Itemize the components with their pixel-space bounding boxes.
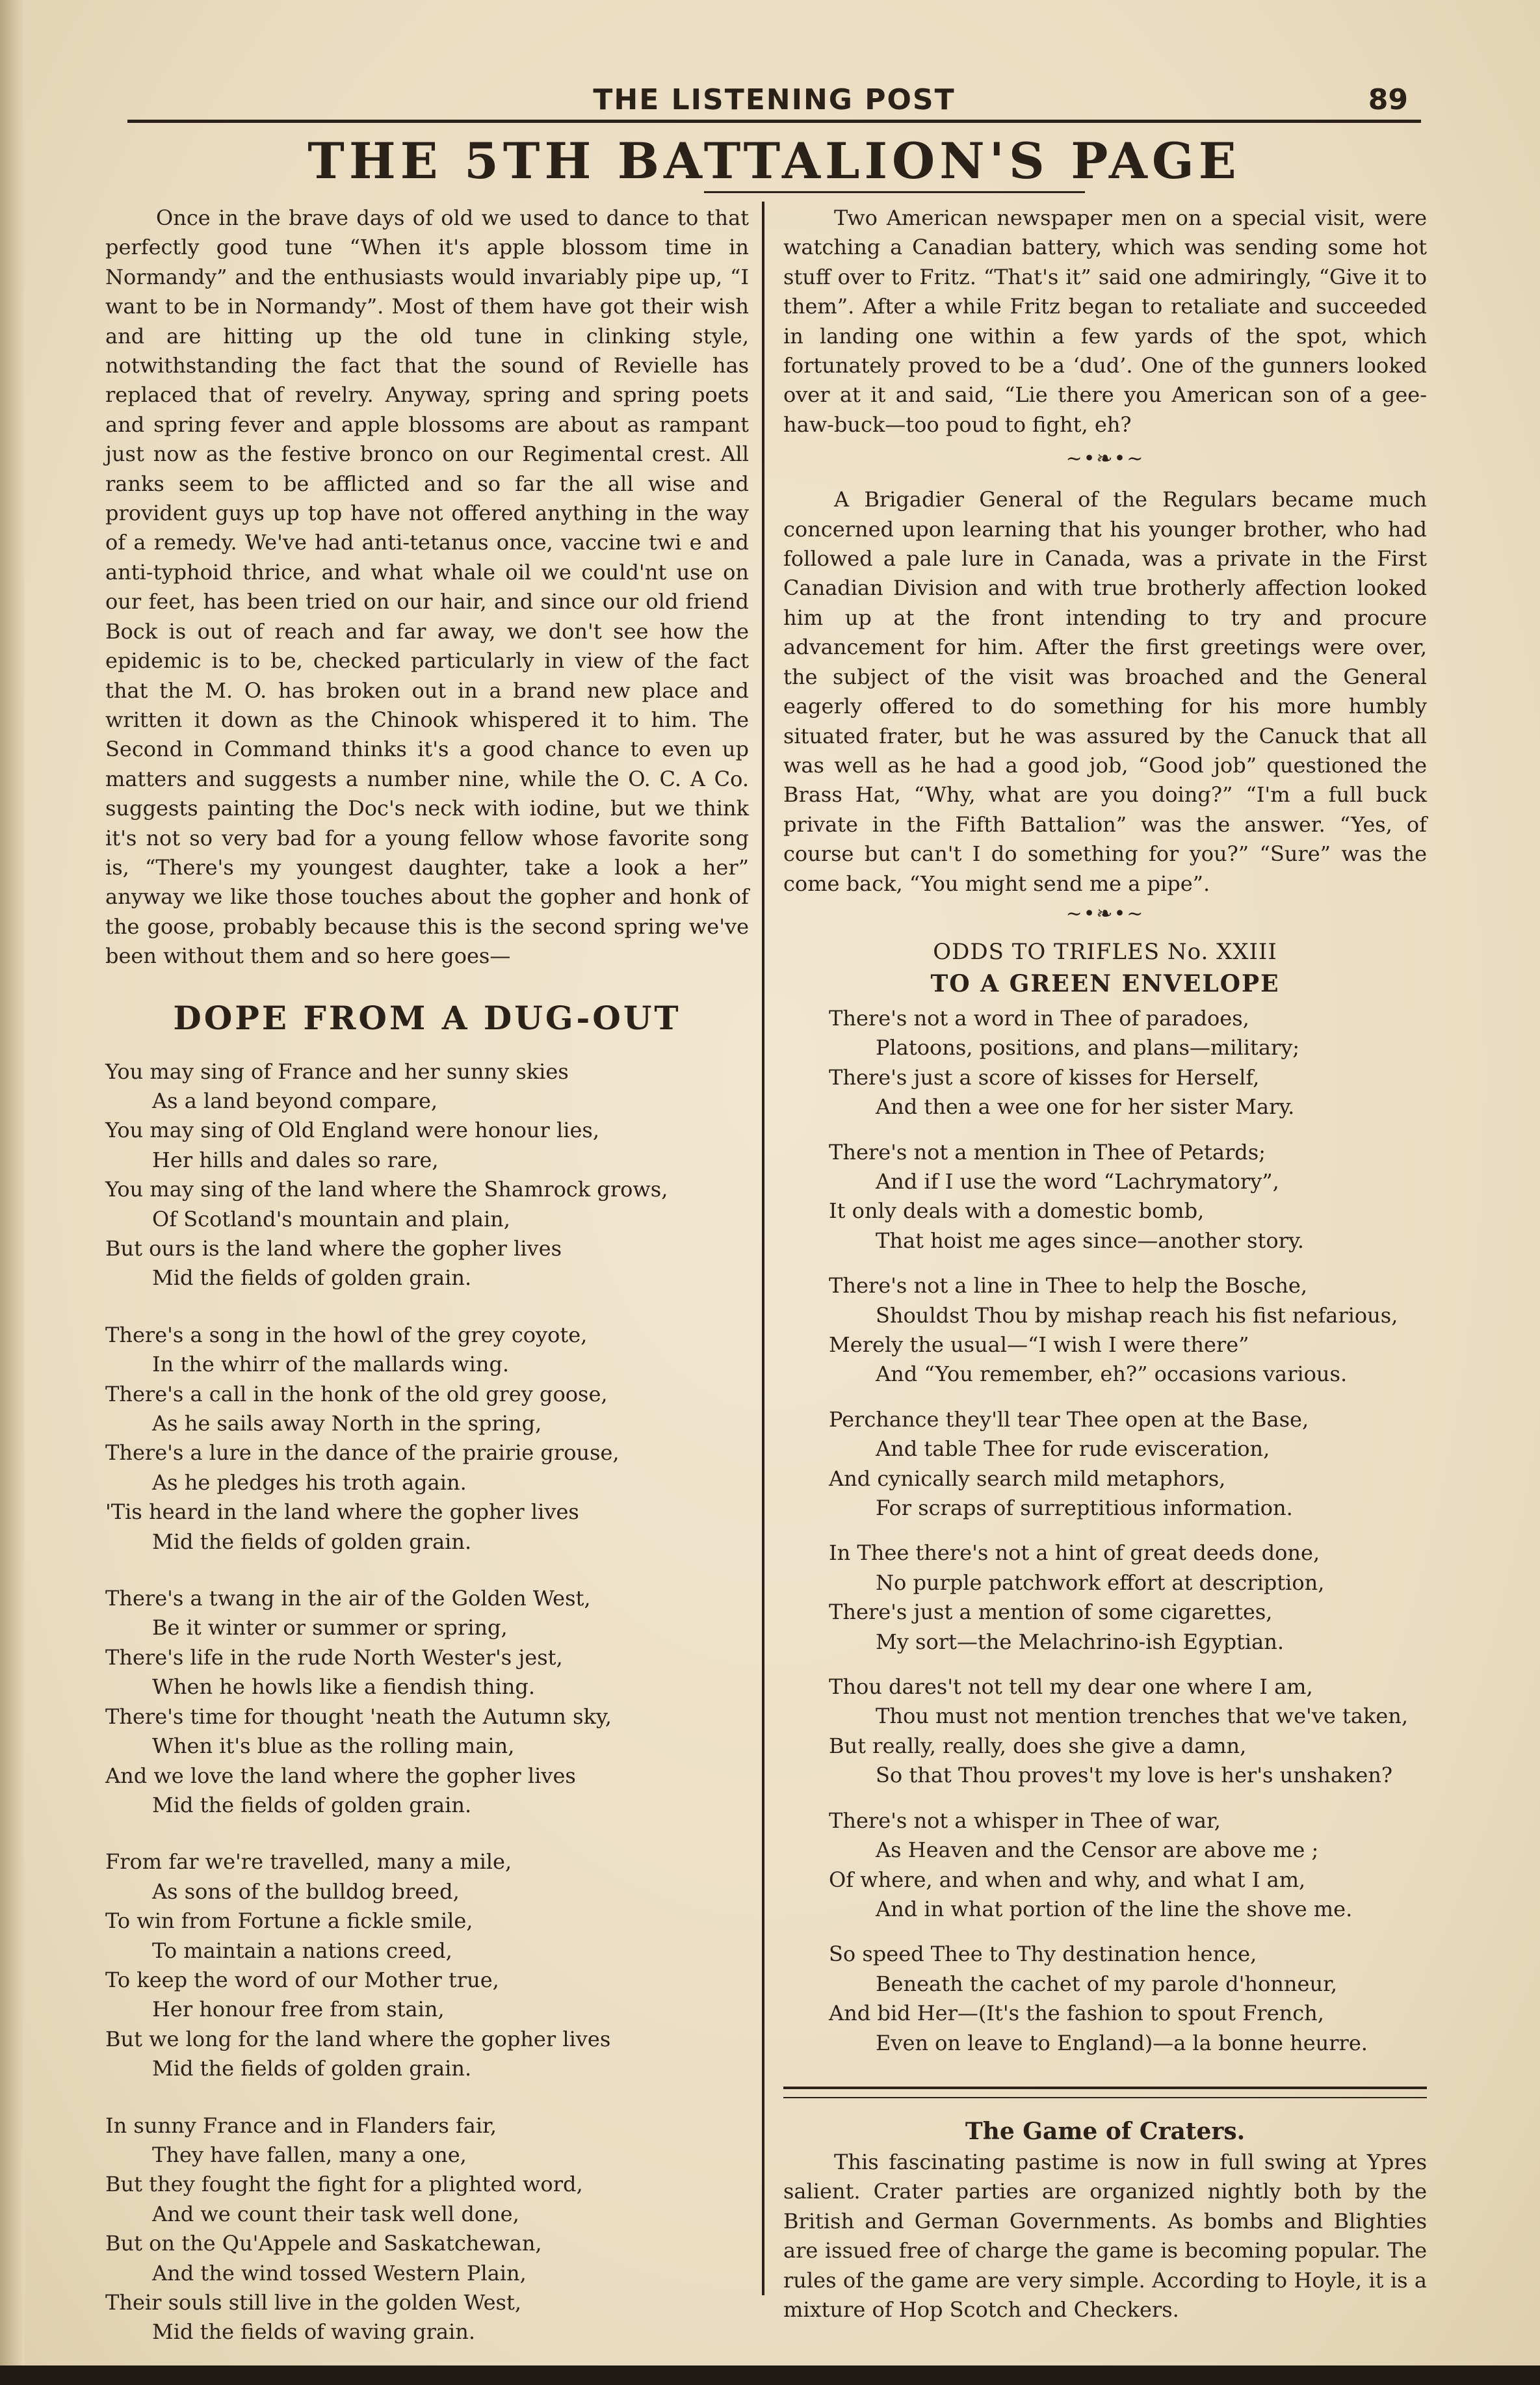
poem-line: They have fallen, many a one, [152, 2142, 467, 2167]
poem-line: When he howls like a fiendish thing. [152, 1674, 536, 1700]
stanza-gap [829, 1523, 1427, 1538]
header-rule [127, 120, 1421, 123]
poem-line: There's not a word in Thee of paradoes, [829, 1005, 1249, 1031]
poem-title: DOPE FROM A DUG-OUT [173, 998, 681, 1037]
bottom-edge [0, 2365, 1540, 2385]
poem-line: And in what portion of the line the shove me. [876, 1896, 1353, 1921]
publication-title: THE LISTENING POST [593, 83, 956, 116]
poem-line: As Heaven and the Censor are above me ; [876, 1838, 1319, 1863]
poem-line: But on the Qu'Appele and Saskatchewan, [105, 2231, 542, 2256]
stanza [829, 1672, 1427, 1791]
stanza [829, 1538, 1427, 1657]
stanza [105, 1057, 749, 1293]
title-rule [704, 191, 1085, 193]
poem-line: Perchance they'll tear Thee open at the Base, [829, 1406, 1309, 1432]
poem-line: In sunny France and in Flanders fair, [105, 2113, 497, 2138]
intro-paragraph: Once in the brave days of old we used to dance to that perfectly good tune “When it's apple blossom time in Normandy” and the enthusiasts would invariably pipe up, “I want to be in Normandy”. Most of them have got their wish and are hitting up the old tune in clinking style, notwithstanding the fact that the sound of Revielle has replaced that of revelry. Anyway, spring and spring poets and spring fever and apple blossoms are about as rampant just now as the festive bronco on our Regimental crest. All ranks seem to be afflicted and so far the all wise and provident guys up top have not offered anything in the way of a remedy. We've had anti-tetanus once, vaccine twi e and anti-typhoid thrice, and what whale oil we could'nt use on our feet, has been tried on our hair, and since our old friend Bock is out of reach and far away, we don't see how the epidemic is to be, checked particularly in view of the fact that the M. O. has broken out in a brand new place and written it down as the Chinook whispered it to him. The Second in Command thinks it's a good chance to even up matters and suggests a number nine, while the O. C. A Co. suggests painting the Doc's neck with iodine, but we think it's not so very bad for a young fellow whose favorite song is, “There's my youngest daughter, take a look a her” anyway we like those touches about the gopher and honk of the goose, probably because this is the second spring we've been without them and so here goes— [105, 205, 749, 969]
poem-line: There's a lure in the dance of the prairie grouse, [105, 1440, 620, 1466]
poem-line: There's not a line in Thee to help the Bosche, [829, 1273, 1308, 1298]
poem-line: You may sing of France and her sunny skies [105, 1059, 569, 1084]
poem-line: And bid Her—(It's the fashion to spout French, [829, 2001, 1324, 2026]
poem-line: But really, really, does she give a damn, [829, 1733, 1247, 1758]
poem-line: Be it winter or summer or spring, [152, 1615, 508, 1641]
poem-line: You may sing of Old England were honour lies, [105, 1118, 599, 1143]
poem-line: And we count their task well done, [152, 2201, 519, 2226]
poem-line: Shouldst Thou by mishap reach his fist nefarious, [876, 1302, 1398, 1328]
poem-line: No purple patchwork effort at description, [876, 1570, 1325, 1595]
page-title: THE 5TH BATTALION'S PAGE [307, 132, 1241, 190]
page-number: 89 [1368, 83, 1408, 116]
poem-line: As a land beyond compare, [152, 1088, 438, 1113]
running-head [127, 83, 1421, 122]
poem-line: So speed Thee to Thy destination hence, [829, 1942, 1257, 1967]
poem-line: And table Thee for rude evisceration, [876, 1436, 1270, 1462]
stanza-gap [829, 1924, 1427, 1940]
left-column [105, 204, 749, 2347]
brigadier-general-paragraph: A Brigadier General of the Regulars became much concerned upon learning that his younger brother, who had followed a pale lure in Canada, was a private in the First Canadian Division and with true brotherly affection looked him up at the front intending to try and procure advancement for him. After the first greetings were over, the subject of the visit was broached and the General eagerly offered to do something for his more humbly situated frater, but he was assured by the Canuck that all was well as he had a good job, “Good job” questioned the Brass Hat, “Why, what are you doing?” “I'm a full buck private in the Fifth Battalion” was the answer. “Yes, of course but can't I do something for you?” “Sure” was the come back, “You might send me a pipe”. [783, 487, 1427, 896]
stanza [105, 1321, 749, 1557]
poem-line: And cynically search mild metaphors, [829, 1466, 1226, 1491]
stanza-gap [829, 1657, 1427, 1672]
poem-line: There's time for thought 'neath the Autumn sky, [105, 1704, 612, 1729]
game-of-craters-heading: The Game of Craters. [965, 2117, 1246, 2145]
poem-line: And then a wee one for her sister Mary. [876, 1094, 1295, 1120]
poem-line: My sort—the Melachrino-ish Egyptian. [876, 1629, 1284, 1654]
poem-line: To win from Fortune a fickle smile, [105, 1908, 473, 1934]
stanza-gap [829, 1122, 1427, 1138]
poem-line: There's not a whisper in Thee of war, [829, 1808, 1221, 1833]
ornament-divider: ∼•❧•∼ [1065, 902, 1145, 925]
stanza [829, 1806, 1427, 1925]
poem-line: And we love the land where the gopher lives [105, 1763, 576, 1788]
poem-line: To maintain a nations creed, [152, 1938, 452, 1963]
stanza [829, 1271, 1427, 1390]
poem-line: 'Tis heard in the land where the gopher lives [105, 1499, 579, 1525]
stanza-gap [105, 2084, 749, 2111]
poem-line: Her honour free from stain, [152, 1997, 445, 2022]
right-column [783, 204, 1427, 2325]
poem-line: Their souls still live in the golden West, [105, 2290, 521, 2315]
poem-line: Even on leave to England)—a la bonne heurre. [876, 2030, 1368, 2055]
poem-line: When it's blue as the rolling main, [152, 1733, 515, 1759]
poem-line: There's a call in the honk of the old grey goose, [105, 1381, 608, 1406]
poem-line: But ours is the land where the gopher lives [105, 1236, 562, 1261]
stanza [105, 1847, 749, 2083]
poem-line: For scraps of surreptitious information. [876, 1496, 1293, 1521]
poem-line: In the whirr of the mallards wing. [152, 1352, 510, 1377]
stanza-gap [829, 1791, 1427, 1806]
stanza [829, 1138, 1427, 1256]
stanza-gap [105, 1820, 749, 1847]
game-of-craters-paragraph: This fascinating pastime is now in full swing at Ypres salient. Crater parties are organized nightly both by the British and German Governments. As bombs and Blighties are issued free of charge the game is becoming popular. The rules of the game are very simple. According to Hoyle, it is a mixture of Hop Scotch and Checkers. [783, 2149, 1427, 2322]
poem-line: Beneath the cachet of my parole d'honneur, [876, 1971, 1338, 1996]
poem-line: But they fought the fight for a plighted word, [105, 2172, 583, 2197]
poem-line: Mid the fields of golden grain. [152, 2056, 472, 2081]
odds-to-trifles-heading: ODDS TO TRIFLES No. XXIII [933, 938, 1277, 965]
poem-line: That hoist me ages since—another story. [876, 1228, 1304, 1253]
poem-line: Of where, and when and why, and what I am, [829, 1867, 1306, 1892]
stanza [105, 2111, 749, 2347]
poem-line: There's just a mention of some cigarettes, [829, 1600, 1273, 1625]
poem-line: To keep the word of our Mother true, [105, 1967, 499, 1992]
poem-line: You may sing of the land where the Shamrock grows, [105, 1177, 668, 1202]
poem-dope-from-a-dug-out [105, 1057, 749, 2347]
poem-line: Thou must not mention trenches that we've taken, [876, 1704, 1409, 1729]
poem-line: And the wind tossed Western Plain, [152, 2260, 527, 2286]
stanza-gap [105, 1293, 749, 1321]
poem-line: There's a song in the howl of the grey coyote, [105, 1322, 588, 1347]
poem-line: Her hills and dales so rare, [152, 1147, 439, 1172]
poem-line: And “You remember, eh?” occasions various. [876, 1362, 1348, 1387]
poem-line: And if I use the word “Lachrymatory”, [876, 1168, 1279, 1194]
stanza-gap [105, 1557, 749, 1584]
poem-line: Platoons, positions, and plans—military; [876, 1035, 1300, 1061]
poem-line: Thou dares't not tell my dear one where I am, [829, 1674, 1313, 1700]
stanza [829, 1004, 1427, 1122]
poem-line: Mid the fields of golden grain. [152, 1529, 472, 1554]
poem-line: There's just a score of kisses for Herself, [829, 1064, 1260, 1090]
poem-line: As he pledges his troth again. [152, 1469, 467, 1495]
poem-line: From far we're travelled, many a mile, [105, 1849, 512, 1875]
stanza-gap [829, 1390, 1427, 1405]
poem-line: As he sails away North in the spring, [152, 1411, 542, 1436]
poem-line: Mid the fields of golden grain. [152, 1265, 472, 1291]
poem-to-a-green-envelope [783, 1004, 1427, 2058]
poem-line: Mid the fields of waving grain. [152, 2319, 476, 2345]
poem-line: There's life in the rude North Wester's jest, [105, 1644, 563, 1670]
poem-line: Mid the fields of golden grain. [152, 1792, 472, 1817]
stanza [829, 1405, 1427, 1523]
poem-line: But we long for the land where the gopher lives [105, 2026, 611, 2051]
stanza [829, 1940, 1427, 2058]
stanza [105, 1584, 749, 1820]
binding-edge [0, 0, 25, 2385]
ornament-divider: ∼•❧•∼ [1065, 447, 1145, 471]
poem-line: There's not a mention in Thee of Petards; [829, 1139, 1266, 1165]
poem-line: Merely the usual—“I wish I were there” [829, 1332, 1249, 1357]
stanza-gap [829, 1256, 1427, 1271]
poem-line: As sons of the bulldog breed, [152, 1878, 460, 1904]
poem-line: There's a twang in the air of the Golden West, [105, 1586, 591, 1611]
column-divider [762, 202, 764, 2295]
green-envelope-heading: TO A GREEN ENVELOPE [930, 969, 1280, 997]
american-newspaper-paragraph: Two American newspaper men on a special visit, were watching a Canadian battery, which was sending some hot stuff over to Fritz. “That's it” said one admiringly, “Give it to them”. After a while Fritz began to retaliate and succeeded in landing one within a few yards of the spot, which fortunately proved to be a ‘dud’. One of the gunners looked over at it and said, “Lie there you American son of a gee-haw-buck—too poud to fight, eh? [783, 205, 1427, 437]
poem-line: It only deals with a domestic bomb, [829, 1198, 1205, 1224]
section-double-rule [783, 2087, 1427, 2098]
poem-line: In Thee there's not a hint of great deeds done, [829, 1540, 1320, 1566]
poem-line: So that Thou proves't my love is her's unshaken? [876, 1763, 1393, 1788]
poem-line: Of Scotland's mountain and plain, [152, 1206, 510, 1232]
